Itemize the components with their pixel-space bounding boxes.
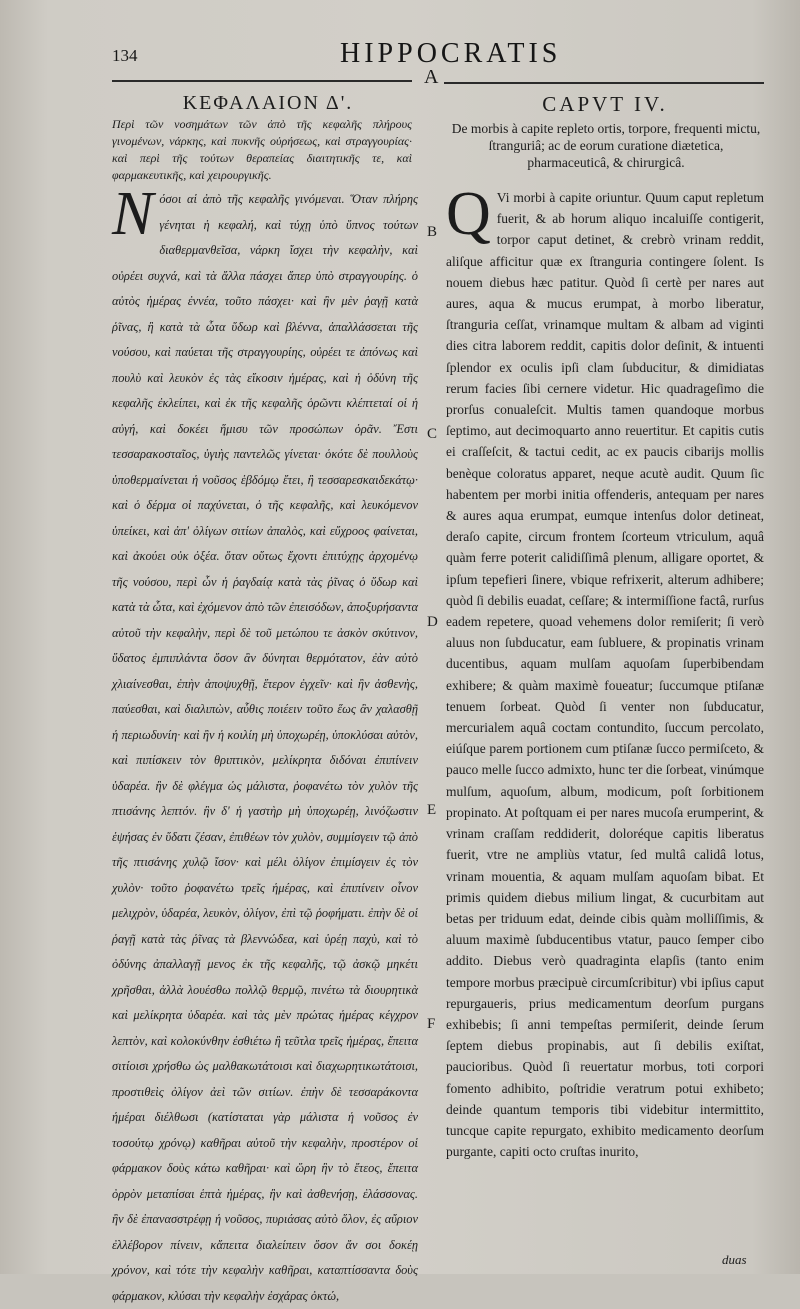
latin-column-text bbox=[446, 180, 764, 1162]
section-mark-a: A bbox=[424, 66, 439, 88]
header-rule-left bbox=[112, 80, 412, 82]
greek-drop-cap: N bbox=[112, 180, 154, 248]
margin-letter-b: B bbox=[427, 224, 438, 240]
running-title: HIPPOCRATIS bbox=[340, 38, 562, 69]
latin-chapter-heading: CAPVT IV. bbox=[542, 92, 668, 116]
margin-letter-f: F bbox=[427, 1016, 436, 1032]
margin-letter-e: E bbox=[427, 802, 437, 818]
greek-body-text: όσοι αἱ ἀπὸ τῆς κεφαλῆς γινόμεναι. Ὅταν πλήρης γένηται ἡ κεφαλή, καὶ τύχῃ ὑπὸ ὕπνος τούτων διαθερμανθεῖσα, νάρκη ἴσχει τὴν κεφαλὴν, καὶ οὐρέει συχνά, καὶ τὰ ἄλλα πάσχει ἅπερ ὑπὸ στραγγουρίης. ὁ αὐτὸς ἡμέρας ἐννέα, τοῦτο πάσχει· καὶ ἢν μὲν ῥαγῇ κατὰ ῥῖνας, ἢ κατὰ τὰ ὦτα ὕδωρ καὶ βλέννα, ἀπαλλάσσεται τῆς νούσου, καὶ παύεται τῆς στραγγουρίης, οὐρέει τε ἀπόνως καὶ πουλὺ καὶ λευκὸν ἐς τὰς εἴκοσιν ἡμέρας, καὶ ἡ ὀδύνη τῆς κεφαλῆς ἐκλείπει, καὶ ἐκ τῆς κεφαλῆς ὁρῶντι κλέπτεταί οἱ ἡ αὐγή, καὶ δοκέει ἥμισυ τῶν προσώπων ὁρᾶν. Ἔστι τεσσαρακοσταῖος, ὑγιὴς παντελῶς γίνεται· ὁκότε δὲ πουλλοὺς ὑποθερμαίνεται ἡ νοῦσος ἑβδόμῳ ἔτει, ἢ τεσσαρεσκαιδεκάτῳ· καὶ ὁ δέρμα οἱ παχύνεται, ὁ τῆς κεφαλῆς, καὶ λευκόμενον ὑπείκει, καὶ ἀπ' ὀλίγων σιτίων ἀπαλὸς, καὶ εὔχροος φαίνεται, καὶ ἀκούει οὐκ ὀξέα. ὅταν οὕτως ἔχοντι ἐπιτύχῃς ἀρχομένῳ τῆς νούσου, περὶ ὧν ἡ ῥαγδαίᾳ κατὰ τὰς ῥῖνας ὁ ὕδωρ καὶ κατὰ τὰ ὦτα, καὶ ἐχόμενον ἀπὸ τῶν ἐπεισόδων, ἀποξυρήσαντα αὐτοῦ τὴν κεφαλὴν, περὶ δὲ τοῦ μετώπου τε ἀσκὸν σκύτινον, ὕδατος ἐμπιπλάντα ὅσον ἂν δύνηται θερμότατον, ἐὰν αὐτὸ χλιαίνεσθαι, ἐπὴν ἀποψυχθῇ, ἕτερον ἐγχεῖν· καὶ ἢν ἀσθενὴς, παύεσθαι, καὶ διαλιπὼν, αὖθις ποιέειν τοῦτο ἕως ἂν χαλασθῇ ἡ περιωδυνίη· καὶ ἢν ἡ κοιλίη μὴ ὑποχωρέῃ, ὑποκλύσαι αὐτὸν, καὶ πιπίσκειν τὸν θριπτικὸν, μελίκρητα διδόναι ἐπιπίνειν ὑδαρέα. ἢν δὲ φλέγμα ὡς μάλιστα, ῥοφανέτω τὸν χυλὸν τῆς πτισάνης λεπτόν. ἢν δ' ἡ γαστὴρ μὴ ὑποχωρέῃ, λινόζωστιν ἑψήσας ἐν ὕδατι ζέσαν, ἐπιθέων τὸν χυλὸν, συμμίσγειν τῷ ἀπὸ τῆς πτισάνης χυλῷ ἴσον· καὶ μέλι ὀλίγον ἐπιμίσγειν ἐς τὸν χυλὸν· τοῦτο ῥοφανέτω τρεῖς ἡμέρας, καὶ ἐπιπίνειν οἶνον μελιχρὸν, ὑδαρέα, λευκὸν, ὀλίγον, ἐπὶ τῷ ῥοφήματι. ἐπὴν δὲ οἱ ῥαγῇ κατὰ τὰς ῥῖνας τὰ βλεννώδεα, καὶ ὑρέῃ παχὺ, καὶ τὸ ὀδύνης ἀπαλλαγῇ μενος ἐκ τῆς κεφαλῆς, τῷ ἀσκῷ μηκέτι χρῆσθαι, ἀλλὰ λουέσθω πολλῷ θερμῷ, πινέτω τὰ διουρητικὰ καὶ μελίκρητα ὑδαρέα. καὶ τὰς μὲν πρώτας ἡμέρας κέγχρον λεπτὸν, καὶ κολοκύνθην ἐσθιέτω ἢ τεῦτλα τρεῖς ἡμέρας, ἔπειτα σιτίοισι χρήσθω ὡς μαλθακωτάτοισι καὶ διαχωρητικωτάτοισι, προστιθεὶς ὀλίγον ἀεὶ τῶν σιτίων. ἐπὴν δὲ τεσσαράκοντα ἡμέραι διέλθωσι (κατίσταται γὰρ μάλιστα ἡ νοῦσος ἐν τοσούτῳ χρόνῳ) καθῆραι αὐτοῦ τὴν κεφαλὴν, προστέρον οἱ φάρμακον δοὺς κάτω καθῆραι· καὶ ὥρη ἢν τὸ ἔτεος, ἔπειτα ὀρρὸν μεταπίσαι ἑπτὰ ἡμέρας, ἢν καὶ ἀσθενήσῃ, ἐλάσσονας. ἢν δὲ ἐπανασστρέφῃ ἡ νοῦσος, πυριάσας αὐτὸ ὅλον, ἐς αὔριον ἐλλέβορον πίνειν, κἄπειτα διαλείπειν ὅσον ἄν σοι δοκέῃ χρόνον, καὶ τότε τὴν κεφαλὴν καθῆραι, καταπτίσσαντα δοὺς φάρμακον, κλύσαι τὴν κεφαλὴν ἐσχάρας ὀκτώ, bbox=[112, 192, 418, 1303]
margin-letter-d: D bbox=[427, 614, 438, 630]
catchword: duas bbox=[722, 1252, 747, 1267]
page-number: 134 bbox=[112, 46, 138, 65]
greek-chapter-summary: Περὶ τῶν νοσημάτων τῶν ἀπὸ τῆς κεφαλῆς πλήρους γινομένων, νάρκης, καὶ πυκνῆς οὐρήσεως, καὶ στραγγουρίας· καὶ περὶ τῆς τούτων θεραπείας διαιτητικῆς τε, καὶ φαρμακευτικῆς, καὶ χειρουργικῆς. bbox=[112, 117, 412, 182]
latin-drop-cap: Q bbox=[446, 180, 491, 248]
greek-chapter-heading: ΚΕΦΑΛΑΙΟΝ Δ'. bbox=[182, 92, 354, 114]
greek-column-text bbox=[112, 180, 418, 1309]
latin-chapter-summary: De morbis à capite repleto ortis, torpore, frequenti mictu, ſtranguriâ; ac de eorum curatione diætetica, pharmaceuticâ, & chirurgicâ. bbox=[451, 121, 761, 170]
margin-letter-c: C bbox=[427, 426, 438, 442]
latin-body-text: Vi morbi à capite oriuntur. Quum caput repletum fuerit, & ab horum aliquo incaluiſſe contigerit, torpor caput detinet, & crebrò vrinam reddit, aliſque afficitur quæ ex ſtranguria contingere ſolent. Is nouem diebus hæc patitur. Quòd ſi certè per nares aut aures, aqua & mucus erumpat, à morbo liberatur, ſtranguria ceſſat, vrinamque multam & albam ad viginti dies citra laborem reddit, capitis dolor deſinit, & intuenti ſplendor ex oculis ipſi clam ſubducitur, & dimidiatas rerum facies ſibi cernere videtur. Hic quadrageſimo die prorſus conualeſcit. Multis tamen quandoque morbus ſeptimo, aut decimoquarto anno reuertitur. Et capitis cutis ei craſſeſcit, & tactui cedit, ac ex paucis cibarijs mollis benèque coloratus apparet, neque acutè audit. Quum ſic habentem per morbi initia offenderis, antequam per nares & aures aqua erumpat, eumque intenſus dolor detineat, deraſo capite, circum frontem ſcorteum vtriculum, aquâ quàm ferre poterit calidiſſimâ plenum, alligare oportet, & ipſum tepefieri ſinere, vbique refrixerit, alterum adhibere; quòd ſi debilis euadat, ceſſare; & intermiſſione factâ, rurſus eadem repetere, quoad vehemens dolor remiſerit; ſi verò aluus non ſubducatur, eam ſubluere, & propinatis vrinam ducentibus, aquam mulſam aquoſam ſuperbibendam exhibere; & quàm maximè foueatur; ſuccumque ptiſanæ tenuem ſorbeat. Quòd ſi venter non ſubducatur, mercurialem aquâ coctam contundito, ſuccum percolato, eiúſque parem portionem cum ptiſanæ ſucco permiſceto, & pauco melle ſucco admixto, hunc ter die ſorbeat, vinúmque mulſum, aquoſum, album, modicum, poſt ſorbitionem propinato. At poſtquam ei per nares mucoſa erumperint, & vrinam craſſam reddiderit, doloréque capitis liberatus fuerit, vtre ne ampliùs vtatur, ſed multâ calidâ lotus, vrinam mouentia, & aquam mulſam aquoſam bibat. Et primis quidem diebus milium lingat, & cucurbitam aut betas per triduum edat, deinde cibis quàm molliſſimis, & aluum maximè ſubducentibus vtatur, pauco ſemper cibo addito. Diebus verò quadraginta elapſis (tanto enim tempore morbus præcipuè circumſcribitur) vbi ipſius caput repurgaueris, prius medicamentum deorſum purgans exhibebis; ſi anni tempeſtas permiſerit, deinde ſerum ſeptem diebus propinabis, aut ſi debilis exiſtat, paucioribus. Quòd ſi reuertatur morbus, toti corpori fomento adhibito, poſtridie veratrum potui exhibeto; deinde quantum temporis tibi videbitur intermittito, tuncque capite repurgato, exhibito medicamento deorſum purgante, capiti octo cruſtas inurito, bbox=[446, 190, 764, 1160]
header-rule-right bbox=[444, 82, 764, 84]
